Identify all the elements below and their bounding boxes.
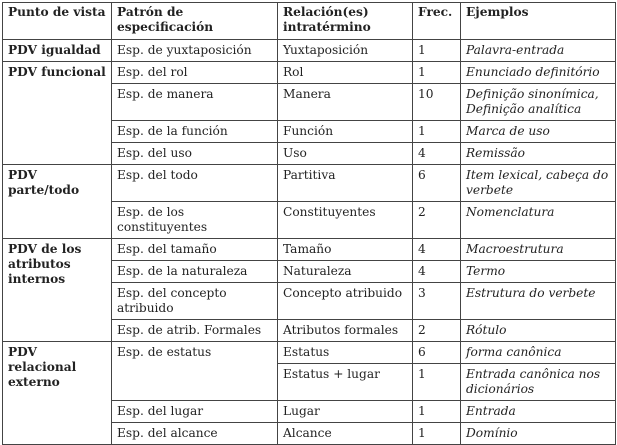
frec-cell: 2 bbox=[413, 320, 461, 342]
header-relacion: Relación(es) intratérmino bbox=[278, 3, 413, 40]
frec-cell: 4 bbox=[413, 143, 461, 165]
patron-cell: Esp. del tamaño bbox=[112, 239, 278, 261]
specification-table bbox=[2, 2, 616, 445]
frec-cell: 6 bbox=[413, 165, 461, 202]
relacion-cell: Naturaleza bbox=[278, 261, 413, 283]
table-row bbox=[3, 40, 616, 62]
relacion-cell: Uso bbox=[278, 143, 413, 165]
frec-cell: 1 bbox=[413, 423, 461, 445]
header-patron: Patrón de especificación bbox=[112, 3, 278, 40]
patron-cell: Esp. de los constituyentes bbox=[112, 202, 278, 239]
relacion-cell: Tamaño bbox=[278, 239, 413, 261]
patron-cell: Esp. del lugar bbox=[112, 401, 278, 423]
table-header bbox=[3, 3, 616, 40]
patron-cell: Esp. del concepto atribuido bbox=[112, 283, 278, 320]
table-row bbox=[3, 342, 616, 364]
frec-cell: 10 bbox=[413, 84, 461, 121]
frec-cell: 4 bbox=[413, 261, 461, 283]
relacion-cell: Estatus + lugar bbox=[278, 364, 413, 401]
ejemplo-cell: Palavra-entrada bbox=[461, 40, 616, 62]
relacion-cell: Rol bbox=[278, 62, 413, 84]
table-body bbox=[3, 40, 616, 445]
header-punto-de-vista: Punto de vista bbox=[3, 3, 112, 40]
ejemplo-cell: Item lexical, cabeça do verbete bbox=[461, 165, 616, 202]
pdv-cell: PDV igualdad bbox=[3, 40, 112, 62]
patron-cell: Esp. de manera bbox=[112, 84, 278, 121]
patron-cell: Esp. del rol bbox=[112, 62, 278, 84]
patron-cell: Esp. del todo bbox=[112, 165, 278, 202]
frec-cell: 1 bbox=[413, 401, 461, 423]
ejemplo-cell: Entrada canônica nos dicionários bbox=[461, 364, 616, 401]
relacion-cell: Manera bbox=[278, 84, 413, 121]
relacion-cell: Atributos formales bbox=[278, 320, 413, 342]
ejemplo-cell: Definição sinonímica, Definição analítica bbox=[461, 84, 616, 121]
pdv-cell: PDV parte/todo bbox=[3, 165, 112, 239]
patron-cell: Esp. de atrib. Formales bbox=[112, 320, 278, 342]
relacion-cell: Lugar bbox=[278, 401, 413, 423]
ejemplo-cell: Nomenclatura bbox=[461, 202, 616, 239]
header-row bbox=[3, 3, 616, 40]
frec-cell: 1 bbox=[413, 121, 461, 143]
relacion-cell: Alcance bbox=[278, 423, 413, 445]
header-frec: Frec. bbox=[413, 3, 461, 40]
patron-cell: Esp. del uso bbox=[112, 143, 278, 165]
ejemplo-cell: Enunciado definitório bbox=[461, 62, 616, 84]
table-row bbox=[3, 165, 616, 202]
patron-cell: Esp. de estatus bbox=[112, 342, 278, 401]
ejemplo-cell: Rótulo bbox=[461, 320, 616, 342]
frec-cell: 1 bbox=[413, 364, 461, 401]
patron-cell: Esp. de yuxtaposición bbox=[112, 40, 278, 62]
ejemplo-cell: Remissão bbox=[461, 143, 616, 165]
ejemplo-cell: Marca de uso bbox=[461, 121, 616, 143]
pdv-cell: PDV de los atributos internos bbox=[3, 239, 112, 342]
ejemplo-cell: Macroestrutura bbox=[461, 239, 616, 261]
patron-cell: Esp. del alcance bbox=[112, 423, 278, 445]
table-row bbox=[3, 62, 616, 84]
frec-cell: 3 bbox=[413, 283, 461, 320]
ejemplo-cell: Domínio bbox=[461, 423, 616, 445]
header-ejemplos: Ejemplos bbox=[461, 3, 616, 40]
relacion-cell: Partitiva bbox=[278, 165, 413, 202]
ejemplo-cell: Entrada bbox=[461, 401, 616, 423]
frec-cell: 1 bbox=[413, 40, 461, 62]
relacion-cell: Yuxtaposición bbox=[278, 40, 413, 62]
relacion-cell: Constituyentes bbox=[278, 202, 413, 239]
pdv-cell: PDV relacional externo bbox=[3, 342, 112, 445]
frec-cell: 4 bbox=[413, 239, 461, 261]
relacion-cell: Estatus bbox=[278, 342, 413, 364]
frec-cell: 6 bbox=[413, 342, 461, 364]
frec-cell: 1 bbox=[413, 62, 461, 84]
relacion-cell: Concepto atribuido bbox=[278, 283, 413, 320]
frec-cell: 2 bbox=[413, 202, 461, 239]
relacion-cell: Función bbox=[278, 121, 413, 143]
ejemplo-cell: Termo bbox=[461, 261, 616, 283]
patron-cell: Esp. de la naturaleza bbox=[112, 261, 278, 283]
ejemplo-cell: forma canônica bbox=[461, 342, 616, 364]
ejemplo-cell: Estrutura do verbete bbox=[461, 283, 616, 320]
patron-cell: Esp. de la función bbox=[112, 121, 278, 143]
table-row bbox=[3, 239, 616, 261]
pdv-cell: PDV funcional bbox=[3, 62, 112, 165]
